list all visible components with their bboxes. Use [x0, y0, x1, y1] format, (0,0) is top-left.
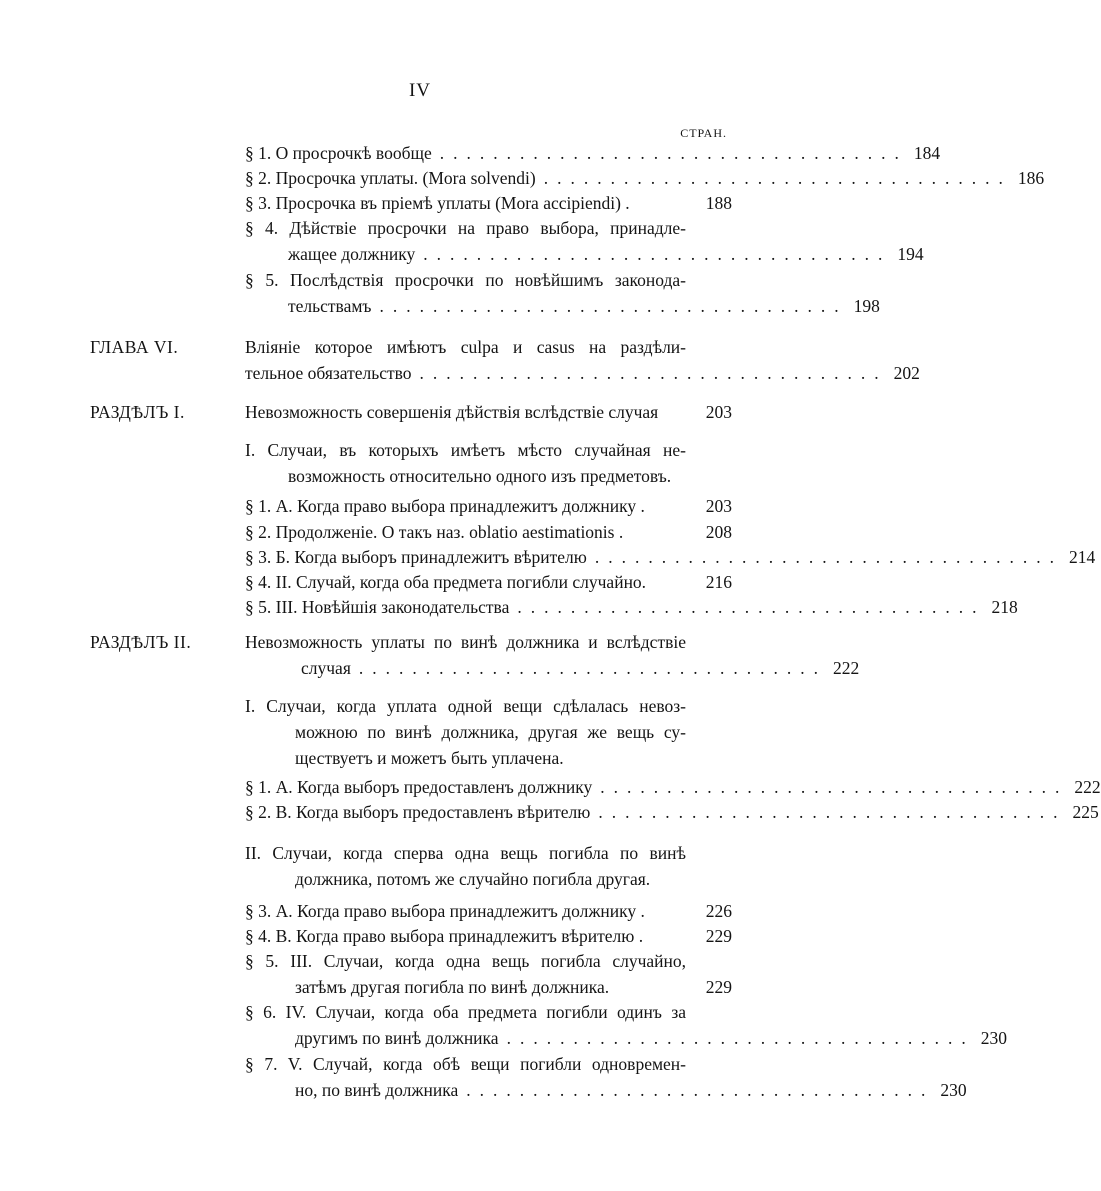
entry-title: § 3. Просрочка въ пріемѣ уплаты (Mora accipiendi) . [245, 193, 630, 213]
toc-entry: § 7. V. Случай, когда обѣ вещи погибли одновремен- но, по винѣ должника ................................... 230 [245, 1054, 967, 1100]
heading-line: ществуетъ и можетъ быть уплачена. [295, 748, 564, 768]
entry-title: тельное обязательство [245, 363, 412, 383]
entry-title: затѣмъ другая погибла по винѣ должника. [295, 977, 610, 997]
entry-page: 214 [1068, 547, 1096, 567]
entry-page: 230 [940, 1080, 967, 1100]
entry-title-line: § 5. Послѣдствія просрочки по новѣйшимъ законода- [245, 270, 686, 290]
entry-page: 229 [705, 977, 732, 997]
toc-entry [245, 572, 732, 598]
entry-title-line: Вліяніе которое имѣютъ culpa и casus на раздѣли- [245, 337, 686, 357]
entry-title: § 1. А. Когда выборъ предоставленъ должнику [245, 777, 593, 797]
toc-entry [245, 193, 732, 219]
toc-entry: § 2. В. Когда выборъ предоставленъ вѣрителю ................................... 225 [245, 802, 1099, 822]
toc-entry [245, 496, 732, 522]
entry-title: § 2. Продолженіе. О такъ наз. oblatio aestimationis . [245, 522, 624, 542]
toc-entry: Невозможность уплаты по винѣ должника и вслѣдствіе случая ................................... 222 [245, 632, 860, 678]
entry-page: 230 [980, 1028, 1007, 1048]
heading-line: I. Случаи, въ которыхъ имѣетъ мѣсто случайная не- [245, 440, 686, 460]
entry-page: 184 [913, 143, 941, 163]
entry-title-line: § 7. V. Случай, когда обѣ вещи погибли одновремен- [245, 1054, 686, 1074]
entry-title: § 1. А. Когда право выбора принадлежитъ должнику . [245, 496, 645, 516]
entry-title: § 3. Б. Когда выборъ принадлежитъ вѣрителю [245, 547, 587, 567]
toc-entry [245, 522, 732, 548]
entry-page: 208 [705, 522, 732, 542]
toc-entry: § 6. IV. Случаи, когда оба предмета погибли одинъ за другимъ по винѣ должника ................................... 230 [245, 1002, 1007, 1048]
entry-title-line: § 6. IV. Случаи, когда оба предмета погибли одинъ за [245, 1002, 686, 1022]
heading-line: II. Случаи, когда сперва одна вещь погибла по винѣ [245, 843, 686, 863]
entry-title-line: Невозможность уплаты по винѣ должника и вслѣдствіе [245, 632, 686, 652]
toc-entry [245, 951, 732, 1003]
entry-page: 229 [705, 926, 732, 946]
section-label: РАЗДѢЛЪ I. [90, 402, 185, 422]
entry-title: случая [301, 658, 351, 678]
entry-title: § 4. В. Когда право выбора принадлежитъ вѣрителю . [245, 926, 644, 946]
subsection-heading [245, 843, 686, 895]
entry-title: Невозможность совершенія дѣйствія вслѣдствіе случая [245, 402, 659, 422]
toc-entry: § 2. Просрочка уплаты. (Mora solvendi) ................................... 186 [245, 168, 1045, 188]
entry-page: 218 [991, 597, 1018, 617]
entry-title: § 2. В. Когда выборъ предоставленъ вѣрителю [245, 802, 591, 822]
toc-entry: § 1. А. Когда выборъ предоставленъ должнику ................................... 222 [245, 777, 1101, 797]
entry-page: 216 [705, 572, 732, 592]
heading-line: должника, потомъ же случайно погибла другая. [295, 869, 651, 889]
section-label: РАЗДѢЛЪ II. [90, 632, 192, 652]
heading-line: можною по винѣ должника, другая же вещь су- [295, 722, 686, 742]
entry-page: 222 [1074, 777, 1101, 797]
toc-entry [245, 926, 732, 952]
subsection-heading [245, 696, 686, 774]
toc-entry: § 1. О просрочкѣ вообще ................................... 184 [245, 143, 941, 163]
entry-title-line: § 5. III. Случаи, когда одна вещь погибла случайно, [245, 951, 686, 971]
chapter-label: ГЛАВА VI. [90, 337, 179, 357]
entry-page: 198 [853, 296, 880, 316]
entry-page: 203 [705, 402, 732, 422]
column-header-pages: СТРАН. [680, 126, 727, 140]
entry-page: 188 [705, 193, 732, 213]
entry-title-line: § 4. Дѣйствіе просрочки на право выбора, принадле- [245, 218, 686, 238]
entry-title: § 4. II. Случай, когда оба предмета погибли случайно. [245, 572, 647, 592]
toc-entry [245, 402, 732, 428]
entry-page: 202 [893, 363, 920, 383]
entry-title: жащее должнику [288, 244, 416, 264]
entry-title: § 5. III. Новѣйшія законодательства [245, 597, 510, 617]
heading-line: I. Случаи, когда уплата одной вещи сдѣлалась невоз- [245, 696, 686, 716]
entry-title: тельствамъ [288, 296, 372, 316]
page-number: IV [408, 80, 432, 101]
heading-line: возможность относительно одного изъ предметовъ. [288, 466, 672, 486]
entry-title: § 2. Просрочка уплаты. (Mora solvendi) [245, 168, 536, 188]
entry-page: 186 [1017, 168, 1045, 188]
entry-title: § 3. А. Когда право выбора принадлежитъ должнику . [245, 901, 645, 921]
entry-title: § 1. О просрочкѣ вообще [245, 143, 432, 163]
entry-page: 226 [705, 901, 732, 921]
entry-page: 194 [897, 244, 924, 264]
toc-entry: § 3. Б. Когда выборъ принадлежитъ вѣрителю ................................... 214 [245, 547, 1096, 567]
entry-page: 203 [705, 496, 732, 516]
toc-entry: § 5. Послѣдствія просрочки по новѣйшимъ законода- тельствамъ ................................... 198 [245, 270, 880, 316]
toc-entry: § 5. III. Новѣйшія законодательства ................................... 218 [245, 597, 1018, 617]
subsection-heading [245, 440, 686, 492]
entry-title: другимъ по винѣ должника [295, 1028, 499, 1048]
entry-page: 222 [833, 658, 860, 678]
entry-title: но, по винѣ должника [295, 1080, 459, 1100]
entry-page: 225 [1072, 802, 1099, 822]
toc-entry [245, 901, 732, 927]
toc-entry: § 4. Дѣйствіе просрочки на право выбора, принадле- жащее должнику ................................... 194 [245, 218, 924, 264]
toc-entry: Вліяніе которое имѣютъ culpa и casus на раздѣли- тельное обязательство ................................... 202 [245, 337, 920, 383]
